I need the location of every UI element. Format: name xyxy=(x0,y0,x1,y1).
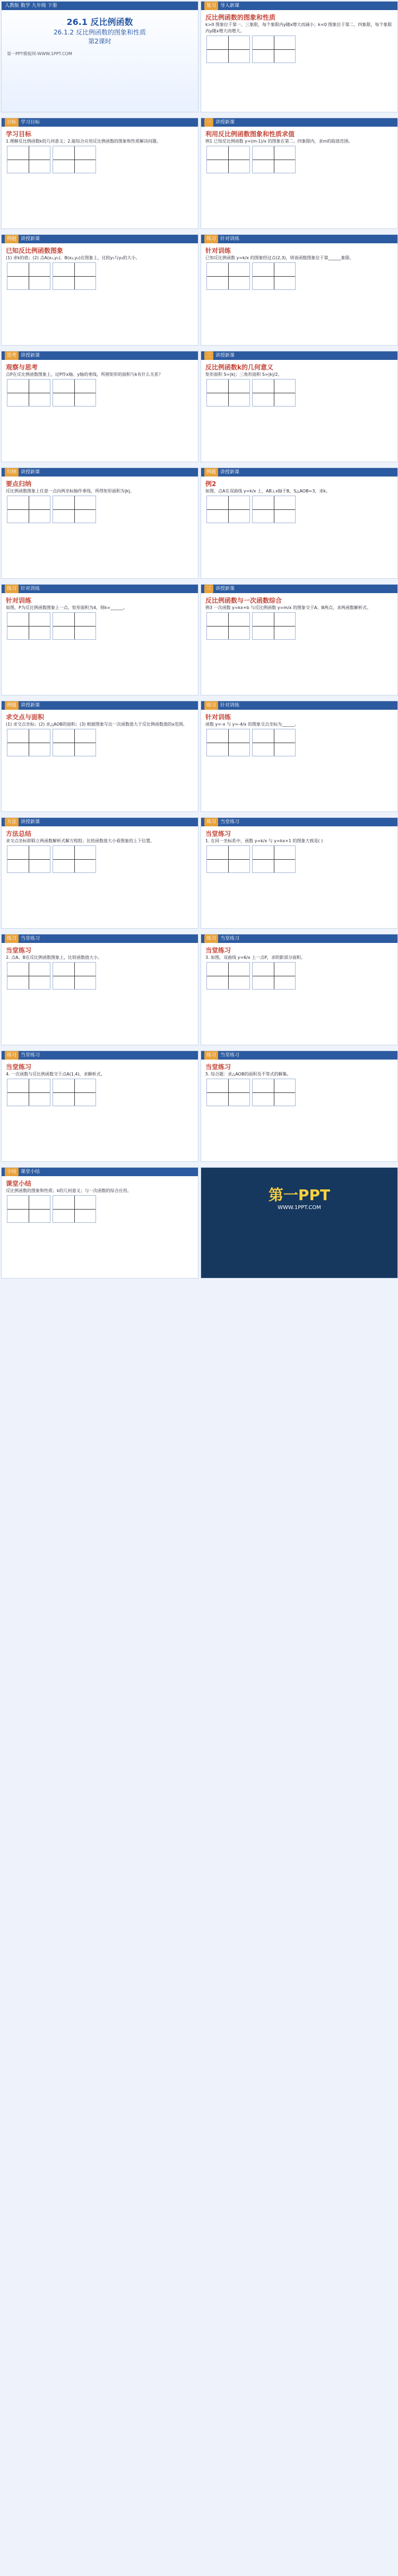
slide-text: 5. 综合题：求△AOB的面积及不等式的解集。 xyxy=(205,1072,291,1077)
graph-figure xyxy=(7,962,50,990)
slide-tag: 例题 xyxy=(5,701,19,710)
slide-text: 求交点坐标即联立两函数解析式解方程组；比较函数值大小看图象的上下位置。 xyxy=(6,839,154,843)
slide-header-label: 当堂练习 xyxy=(220,819,240,825)
slide-text: 例1 已知反比例函数 y=(m-1)/x 的图象在第二、四象限内，求m的取值范围。 xyxy=(205,139,353,144)
slide-header xyxy=(201,118,397,127)
cover-subtitle: 26.1.2 反比例函数的图象和性质 xyxy=(54,29,146,36)
slide-body xyxy=(201,593,397,644)
slide-text: 点P在反比例函数图象上，过P作x轴、y轴的垂线，所围矩形的面积与k有什么关系？ xyxy=(6,372,163,377)
slide-title: 针对训练 xyxy=(6,597,32,604)
graph-figure xyxy=(206,1079,250,1106)
slide-text: (1) 求交点坐标；(2) 求△AOB的面积；(3) 根据图象写出一次函数值大于反比例函数值的x范围。 xyxy=(6,722,187,727)
slide-header-label: 针对训练 xyxy=(220,703,240,708)
slide-header-label: 讲授新课 xyxy=(21,819,40,825)
slide-header-label: 课堂小结 xyxy=(21,1169,40,1175)
slide-body xyxy=(2,826,198,877)
slide-header-label: 讲授新课 xyxy=(21,470,40,475)
slide-tag: 练习 xyxy=(5,1051,19,1060)
graph-figure xyxy=(206,962,250,990)
slide-title: 当堂练习 xyxy=(205,830,231,837)
slide-text: 2. 点A、B在反比例函数图象上，比较函数值大小。 xyxy=(6,955,102,960)
slide-header-label: 导入新课 xyxy=(220,3,240,8)
graph-figure xyxy=(252,496,296,523)
graph-figure xyxy=(7,146,50,173)
slide-17 xyxy=(201,934,398,1045)
slide-tag: 练习 xyxy=(204,1051,218,1060)
graph-figure xyxy=(53,146,96,173)
slide-11 xyxy=(201,584,398,695)
slide-6 xyxy=(1,351,198,462)
graph-figure xyxy=(7,1079,50,1106)
slide-12 xyxy=(1,701,198,812)
slide-tag: 方法 xyxy=(5,818,19,826)
slide-title: 当堂练习 xyxy=(6,947,32,954)
graph-figure xyxy=(206,262,250,290)
graph-figure xyxy=(252,36,296,63)
slide-text: 4. 一次函数与反比例函数交于点A(1,4)，求解析式。 xyxy=(6,1072,105,1077)
slide-tag: 目标 xyxy=(5,118,19,127)
slide-13 xyxy=(201,701,398,812)
slide-text: 反比例函数图象上任意一点向两坐标轴作垂线，所得矩形面积为|k|。 xyxy=(6,489,135,493)
graph-figure xyxy=(252,1079,296,1106)
slide-title: 观察与思考 xyxy=(6,364,38,371)
slide-title: 反比例函数k的几何意义 xyxy=(205,364,273,371)
slide-20 xyxy=(1,1167,198,1278)
slide-header xyxy=(201,818,397,826)
slide-body xyxy=(2,593,198,644)
graph-figure xyxy=(7,262,50,290)
slide-title: 求交点与面积 xyxy=(6,713,45,721)
slide-header xyxy=(2,351,198,360)
slide-18 xyxy=(1,1051,198,1162)
slide-title: 利用反比例函数图象和性质求值 xyxy=(205,130,295,138)
slide-14 xyxy=(1,817,198,929)
slide-title: 已知反比例函数图象 xyxy=(6,247,64,254)
slide-text: 矩形面积 S=|k|；三角形面积 S=|k|/2。 xyxy=(205,372,282,377)
slide-text: k>0 图象位于第一、三象限，每个象限内y随x增大而减小；k<0 图象位于第二、四象限，每个象限内y随x增大而增大。 xyxy=(205,22,392,33)
graph-figure xyxy=(7,612,50,640)
slide-tag: 练习 xyxy=(204,934,218,943)
slide-tag: 例题 xyxy=(5,235,19,243)
slide-tag: 二 xyxy=(204,351,213,360)
graph-figure xyxy=(252,612,296,640)
slide-header xyxy=(201,468,397,477)
slide-header xyxy=(201,585,397,593)
graph-figure xyxy=(206,612,250,640)
slide-10 xyxy=(1,584,198,695)
slide-title: 反比例函数的图象和性质 xyxy=(205,14,276,21)
slide-body xyxy=(2,943,198,994)
graph-figure xyxy=(53,845,96,873)
graph-figure xyxy=(7,845,50,873)
graph-figure xyxy=(53,496,96,523)
slide-text: 1. 在同一坐标系中，函数 y=k/x 与 y=kx+1 的图象大致是( ) xyxy=(205,839,323,843)
slide-header-label: 当堂练习 xyxy=(21,936,40,941)
slide-title: 学习目标 xyxy=(6,130,32,138)
slide-title: 反比例函数与一次函数综合 xyxy=(205,597,282,604)
cover-tag: 人教版 数学 九年级 下册 xyxy=(2,2,198,10)
slide-text: 如图，P为反比例函数图象上一点，矩形面积为4，则k=______。 xyxy=(6,605,128,610)
graph-figure xyxy=(206,729,250,756)
slide-body xyxy=(201,1060,397,1110)
graph-figure xyxy=(252,962,296,990)
slide-header xyxy=(2,585,198,593)
slide-header xyxy=(201,351,397,360)
slide-text: 例3 一次函数 y=kx+b 与反比例函数 y=m/x 的图象交于A、B两点，求两函数解析式。 xyxy=(205,605,371,610)
slide-body xyxy=(201,127,397,178)
slide-header xyxy=(2,118,198,127)
slide-header-label: 讲授新课 xyxy=(220,470,240,475)
slide-tag: 练习 xyxy=(204,235,218,243)
slide-header xyxy=(201,934,397,943)
slide-body xyxy=(201,826,397,877)
slide-text: (1) 求k的值；(2) 点A(x₁,y₁)、B(x₂,y₂)在图象上，比较y₁与y₂的大小。 xyxy=(6,255,140,260)
graph-figure xyxy=(206,845,250,873)
slide-header xyxy=(2,235,198,243)
slide-title: 例2 xyxy=(205,480,217,488)
graph-figure xyxy=(53,612,96,640)
slide-title: 当堂练习 xyxy=(205,1063,231,1071)
slide-2 xyxy=(1,118,198,229)
slide-3 xyxy=(201,118,398,229)
slide-header xyxy=(201,2,397,10)
slide-header-label: 当堂练习 xyxy=(21,1053,40,1058)
slide-body xyxy=(201,710,397,761)
slide-body xyxy=(2,360,198,411)
slide-4 xyxy=(1,234,198,346)
slide-16 xyxy=(1,934,198,1045)
slide-7 xyxy=(201,351,398,462)
slide-body xyxy=(2,1060,198,1110)
slide-tag: 小结 xyxy=(5,1168,19,1176)
slide-header xyxy=(201,235,397,243)
slide-5 xyxy=(201,234,398,346)
slide-text: 1.理解反比例函数k的几何意义；2.能综合应用反比例函数的图象和性质解决问题。 xyxy=(6,139,161,144)
slide-header-label: 当堂练习 xyxy=(220,1053,240,1058)
slide-header xyxy=(201,701,397,710)
graph-figure xyxy=(53,729,96,756)
slide-header xyxy=(201,1051,397,1060)
cover-title: 26.1 反比例函数 xyxy=(66,17,133,27)
cover-slide xyxy=(1,1,198,112)
graph-figure xyxy=(53,262,96,290)
graph-figure xyxy=(206,36,250,63)
slide-body xyxy=(201,477,397,527)
slide-title: 要点归纳 xyxy=(6,480,32,488)
slide-tag: 归纳 xyxy=(5,468,19,477)
slide-tag: 练习 xyxy=(5,934,19,943)
slide-body xyxy=(201,943,397,994)
slide-tag: 一 xyxy=(204,118,213,127)
slide-text: 如图，点A在双曲线 y=k/x 上，AB⊥x轴于B，S△AOB=3，求k。 xyxy=(205,489,330,493)
graph-figure xyxy=(252,845,296,873)
slide-tag: 三 xyxy=(204,585,213,593)
slide-header xyxy=(2,1051,198,1060)
slide-title: 方法总结 xyxy=(6,830,32,837)
slide-header-label: 针对训练 xyxy=(21,586,40,592)
slide-tag: 练习 xyxy=(204,818,218,826)
slide-1 xyxy=(201,1,398,112)
slide-15 xyxy=(201,817,398,929)
cover-credit: 第一PPT模板网-WWW.1PPT.COM xyxy=(7,51,72,56)
slide-tag: 练习 xyxy=(204,701,218,710)
graph-figure xyxy=(53,1079,96,1106)
slide-text: 反比例函数的图象和性质；k的几何意义；与一次函数的综合应用。 xyxy=(6,1188,132,1193)
slide-body xyxy=(2,477,198,527)
slide-tag: 例题 xyxy=(204,468,218,477)
graph-figure xyxy=(7,496,50,523)
graph-figure xyxy=(206,146,250,173)
graph-figure xyxy=(252,146,296,173)
slide-body xyxy=(2,710,198,761)
graph-figure xyxy=(206,379,250,407)
slide-text: 函数 y=-x 与 y=-4/x 的图象交点坐标为______。 xyxy=(205,722,299,727)
slide-body xyxy=(201,243,397,294)
slide-header-label: 学习目标 xyxy=(21,120,40,125)
slide-header-label: 讲授新课 xyxy=(215,353,235,358)
slide-tag: 复习 xyxy=(204,2,218,10)
slide-header-label: 讲授新课 xyxy=(21,703,40,708)
slide-title: 课堂小结 xyxy=(6,1180,32,1187)
slide-text: 3. 如图，双曲线 y=6/x 上一点P，求阴影部分面积。 xyxy=(205,955,306,960)
graph-figure xyxy=(252,262,296,290)
closing-slide xyxy=(201,1167,398,1278)
graph-figure xyxy=(252,729,296,756)
slide-header-label: 讲授新课 xyxy=(215,120,235,125)
slide-header-label: 当堂练习 xyxy=(220,936,240,941)
slide-title: 针对训练 xyxy=(205,713,231,721)
slide-body xyxy=(2,243,198,294)
slide-body xyxy=(2,1176,198,1227)
slide-header xyxy=(2,701,198,710)
graph-figure xyxy=(53,1195,96,1223)
slide-body xyxy=(201,360,397,411)
graph-figure xyxy=(206,496,250,523)
slide-header xyxy=(2,468,198,477)
slide-8 xyxy=(1,467,198,579)
graph-figure xyxy=(7,379,50,407)
slide-19 xyxy=(201,1051,398,1162)
slide-header xyxy=(2,818,198,826)
slide-body xyxy=(2,127,198,178)
slide-tag: 练习 xyxy=(5,585,19,593)
slide-body xyxy=(201,10,397,67)
slide-header-label: 讲授新课 xyxy=(21,236,40,242)
slide-tag: 思考 xyxy=(5,351,19,360)
slide-header xyxy=(2,934,198,943)
graph-figure xyxy=(252,379,296,407)
graph-figure xyxy=(53,962,96,990)
slide-header xyxy=(2,1168,198,1176)
slide-header-label: 讲授新课 xyxy=(215,586,235,592)
cover-lesson: 第2课时 xyxy=(88,38,111,45)
slide-header-label: 讲授新课 xyxy=(21,353,40,358)
slide-header-label: 针对训练 xyxy=(220,236,240,242)
slide-9 xyxy=(201,467,398,579)
graph-figure xyxy=(7,1195,50,1223)
brand-logo: 第一PPT xyxy=(268,1186,331,1204)
brand-url: WWW.1PPT.COM xyxy=(278,1205,321,1211)
slide-title: 当堂练习 xyxy=(6,1063,32,1071)
graph-figure xyxy=(7,729,50,756)
graph-figure xyxy=(53,379,96,407)
slide-text: 已知反比例函数 y=k/x 的图象经过点(2,3)，则该函数图象位于第______象限。 xyxy=(205,255,354,260)
slide-title: 针对训练 xyxy=(205,247,231,254)
slide-title: 当堂练习 xyxy=(205,947,231,954)
